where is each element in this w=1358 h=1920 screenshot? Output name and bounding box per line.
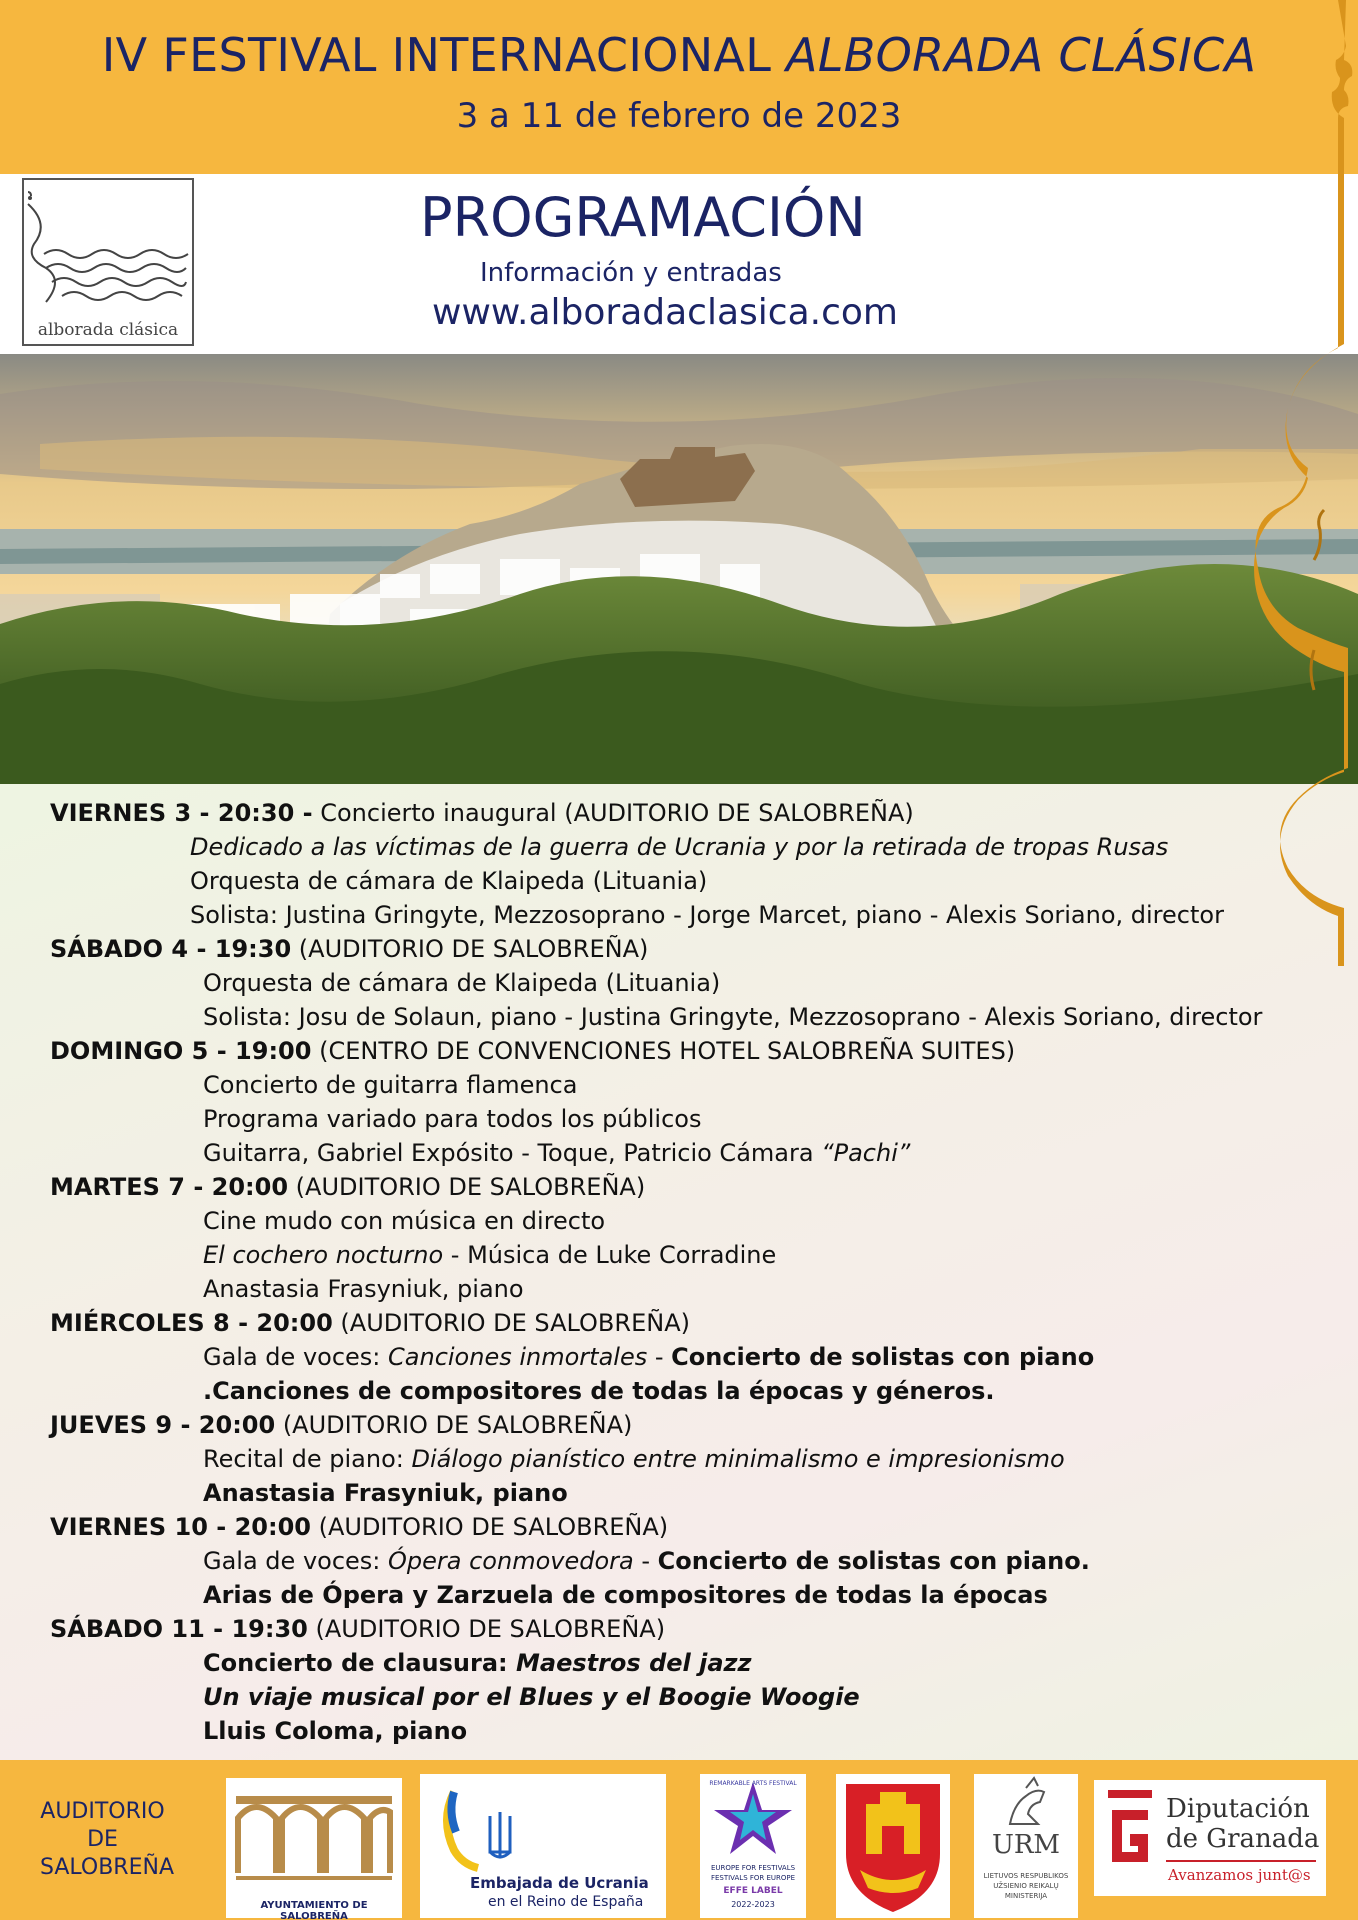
festival-header xyxy=(0,0,1358,174)
event-detail: Un viaje musical por el Blues y el Boogie Woogie xyxy=(203,1683,860,1711)
event-detail: Lluis Coloma, piano xyxy=(203,1717,468,1745)
urm-sub-1: LIETUVOS RESPUBLIKOS xyxy=(983,1872,1069,1880)
effe-text-2: EUROPE FOR FESTIVALS xyxy=(710,1864,796,1872)
logo-text: alborada clásica xyxy=(37,320,179,340)
violin-waves-icon xyxy=(24,180,192,310)
diputacion-text-2: de Granada xyxy=(1166,1824,1320,1854)
event-detail: Anastasia Frasyniuk, piano xyxy=(203,1275,524,1303)
arches-icon xyxy=(226,1778,402,1888)
event-detail: Gala de voces: Canciones inmortales - Concierto de solistas con piano xyxy=(203,1343,1095,1371)
event-header: VIERNES 10 - 20:00 (AUDITORIO DE SALOBREÑA) xyxy=(50,1513,669,1541)
sponsor-footer xyxy=(0,1760,1358,1920)
effe-logo xyxy=(700,1774,806,1918)
alborada-logo xyxy=(22,178,194,346)
event-header: VIERNES 3 - 20:30 - Concierto inaugural (AUDITORIO DE SALOBREÑA) xyxy=(50,799,914,827)
event-header: SÁBADO 4 - 19:30 (AUDITORIO DE SALOBREÑA) xyxy=(50,935,649,963)
urm-sub-3: MINISTERIJA xyxy=(1004,1892,1048,1900)
embajada-text-2: en el Reino de España xyxy=(488,1894,644,1910)
diputacion-text-1: Diputación xyxy=(1166,1794,1310,1824)
diputacion-text-3: Avanzamos junt@s xyxy=(1168,1866,1311,1884)
urm-sub-2: UŽSIENIO REIKALŲ xyxy=(993,1882,1059,1890)
effe-text-5: 2022-2023 xyxy=(731,1900,775,1909)
urm-logo xyxy=(974,1774,1078,1918)
event-detail: El cochero nocturno - Música de Luke Corradine xyxy=(203,1241,777,1269)
programacion-title: PROGRAMACIÓN xyxy=(420,186,866,249)
shield-icon xyxy=(836,1774,950,1918)
event-header: SÁBADO 11 - 19:30 (AUDITORIO DE SALOBREÑA) xyxy=(50,1615,666,1643)
violin-icon xyxy=(1230,0,1358,980)
website-link[interactable]: www.alboradaclasica.com xyxy=(432,292,898,333)
event-detail: Cine mudo con música en directo xyxy=(203,1207,606,1235)
event-detail: Orquesta de cámara de Klaipeda (Lituania) xyxy=(190,867,708,895)
event-header: MIÉRCOLES 8 - 20:00 (AUDITORIO DE SALOBREÑA) xyxy=(50,1309,690,1337)
urm-text: URM xyxy=(991,1830,1061,1860)
event-detail: Orquesta de cámara de Klaipeda (Lituania) xyxy=(203,969,721,997)
embajada-logo xyxy=(420,1774,666,1918)
event-header: JUEVES 9 - 20:00 (AUDITORIO DE SALOBREÑA) xyxy=(50,1411,633,1439)
event-detail: Arias de Ópera y Zarzuela de compositores de todas la épocas xyxy=(203,1581,1048,1609)
ayuntamiento-text: AYUNTAMIENTO DE SALOBREÑA xyxy=(260,1900,368,1920)
auditorio-label: AUDITORIO DE SALOBREÑA xyxy=(40,1799,174,1880)
diputacion-g-icon xyxy=(1102,1788,1158,1868)
event-detail: Gala de voces: Ópera conmovedora - Concierto de solistas con piano. xyxy=(203,1547,1090,1575)
effe-text-1: REMARKABLE ARTS FESTIVAL xyxy=(709,1780,797,1787)
klaipeda-coat-of-arms xyxy=(836,1774,950,1918)
event-detail: Solista: Josu de Solaun, piano - Justina Gringyte, Mezzosoprano - Alexis Soriano, director xyxy=(203,1003,1263,1031)
event-header: MARTES 7 - 20:00 (AUDITORIO DE SALOBREÑA) xyxy=(50,1173,646,1201)
event-detail: Guitarra, Gabriel Expósito - Toque, Patricio Cámara “Pachi” xyxy=(203,1139,911,1167)
ukraine-trident-icon xyxy=(438,1786,538,1876)
event-detail: Dedicado a las víctimas de la guerra de Ucrania y por la retirada de tropas Rusas xyxy=(190,833,1169,861)
diputacion-logo xyxy=(1094,1780,1326,1896)
ayuntamiento-logo xyxy=(226,1778,402,1918)
event-detail: Anastasia Frasyniuk, piano xyxy=(203,1479,568,1507)
event-detail: Recital de piano: Diálogo pianístico entre minimalismo e impresionismo xyxy=(203,1445,1065,1473)
embajada-text-1: Embajada de Ucrania xyxy=(470,1874,649,1892)
event-detail: Programa variado para todos los públicos xyxy=(203,1105,702,1133)
program-list xyxy=(0,784,1358,1760)
salobrena-photo xyxy=(0,354,1358,784)
info-label: Información y entradas xyxy=(480,258,782,288)
festival-dates: 3 a 11 de febrero de 2023 xyxy=(456,96,902,136)
festival-title: IV FESTIVAL INTERNACIONAL ALBORADA CLÁSICA xyxy=(101,28,1257,82)
effe-text-3: FESTIVALS FOR EUROPE xyxy=(710,1874,796,1882)
vytis-knight-icon xyxy=(974,1774,1078,1834)
event-detail: Concierto de clausura: Maestros del jazz xyxy=(203,1649,752,1677)
event-header: DOMINGO 5 - 19:00 (CENTRO DE CONVENCIONES HOTEL SALOBREÑA SUITES) xyxy=(50,1037,1016,1065)
effe-text-4: EFFE LABEL xyxy=(723,1886,783,1896)
event-detail: Concierto de guitarra flamenca xyxy=(203,1071,578,1099)
event-detail: Solista: Justina Gringyte, Mezzosoprano - Jorge Marcet, piano - Alexis Soriano, director xyxy=(190,901,1224,929)
event-detail: .Canciones de compositores de todas la épocas y géneros. xyxy=(203,1377,995,1405)
